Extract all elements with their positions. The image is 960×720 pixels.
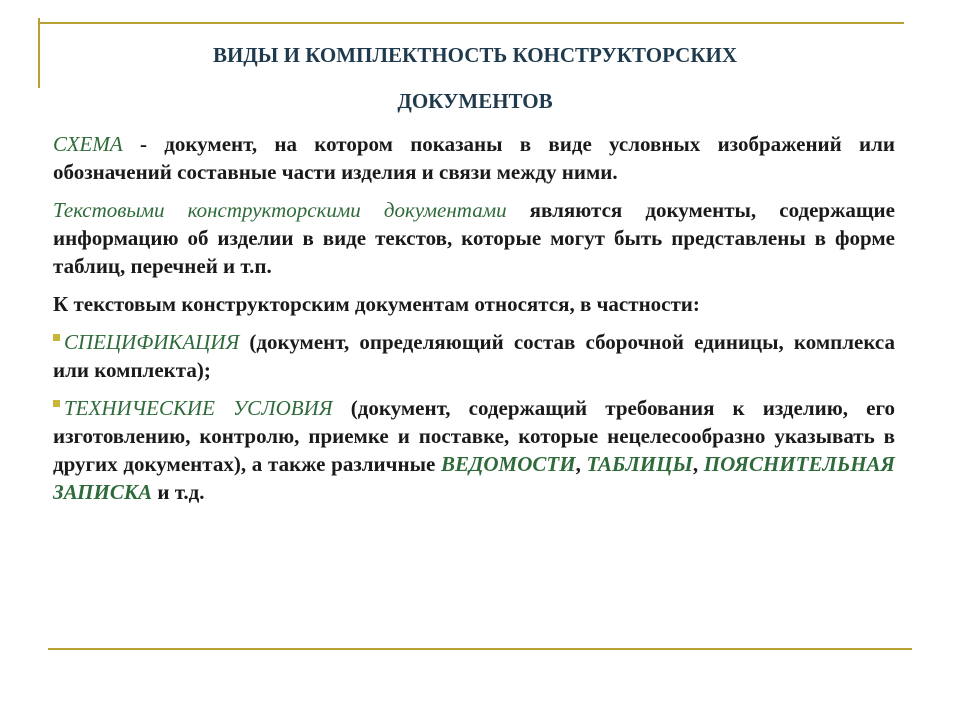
slide-body xyxy=(53,130,895,516)
paragraph-schema-text: - документ, на котором показаны в виде условных изображений или обозначений составные части изделия и связи между ними. xyxy=(53,132,895,184)
paragraph-schema xyxy=(53,130,895,186)
bottom-decor-rule xyxy=(48,648,912,650)
bullet-square-icon xyxy=(53,400,60,407)
term-tables: ТАБЛИЦЫ xyxy=(586,452,693,476)
paragraph-text-docs xyxy=(53,196,895,280)
bullet-specification xyxy=(53,328,895,384)
term-schema: СХЕМА xyxy=(53,132,123,156)
top-decor-rule xyxy=(38,22,904,24)
paragraph-intro xyxy=(53,290,895,318)
slide-title xyxy=(60,32,890,124)
separator-1: , xyxy=(575,452,587,476)
term-specification: СПЕЦИФИКАЦИЯ xyxy=(64,330,240,354)
term-technical-conditions: ТЕХНИЧЕСКИЕ УСЛОВИЯ xyxy=(64,396,333,420)
bullet-technical-conditions xyxy=(53,394,895,506)
vertical-decor-rule xyxy=(38,18,40,88)
paragraph-intro-text: К текстовым конструкторским документам относятся, в частности: xyxy=(53,292,700,316)
bullet-technical-conditions-text: (документ, содержащий требования к изделию, его изготовлению, контролю, приемке и поставке, которые нецелесообразно указывать в других документах), а также различные xyxy=(53,396,895,476)
bullet-technical-conditions-tail: и т.д. xyxy=(152,480,205,504)
bullet-square-icon xyxy=(53,334,60,341)
title-line-2: ДОКУМЕНТОВ xyxy=(397,89,553,113)
term-vedomosti: ВЕДОМОСТИ xyxy=(441,452,576,476)
term-text-docs: Текстовыми конструкторскими документами xyxy=(53,198,507,222)
separator-2: , xyxy=(692,452,704,476)
paragraph-text-docs-text: являются документы, содержащие информацию об изделии в виде текстов, которые могут быть представлены в форме таблиц, перечней и т.п. xyxy=(53,198,895,278)
term-explanatory-note: ПОЯСНИТЕЛЬНАЯ ЗАПИСКА xyxy=(53,452,896,504)
title-line-1: ВИДЫ И КОМПЛЕКТНОСТЬ КОНСТРУКТОРСКИХ xyxy=(212,43,738,67)
bullet-specification-text: (документ, определяющий состав сборочной единицы, комплекса или комплекта); xyxy=(53,330,895,382)
